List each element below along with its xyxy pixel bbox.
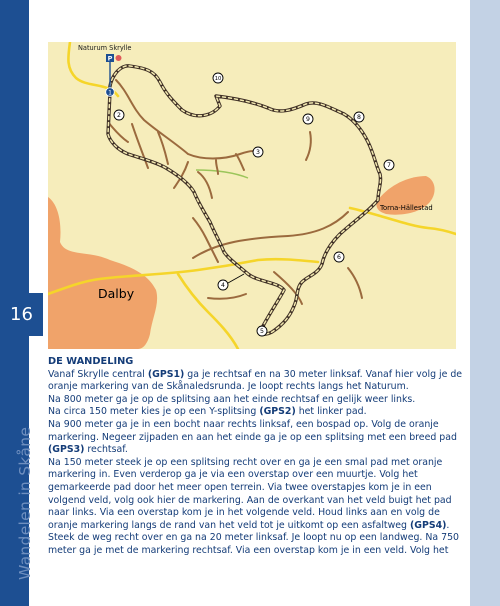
- gps-reference: (GPS3): [48, 444, 85, 456]
- naturum-dot-icon: [116, 55, 122, 61]
- paragraph-text: Na 900 meter ga je in een bocht naar rechts linksaf, een bospad op. Volg de oranje markering. Negeer zijpaden en aan het einde ga je op een splitsing met een breed pad: [48, 418, 457, 443]
- waypoint-3-label: 3: [256, 149, 260, 157]
- page-number: 16: [0, 293, 43, 336]
- gps-reference: (GPS2): [259, 406, 296, 418]
- section-heading: DE WANDELING: [48, 356, 134, 367]
- waypoint-7-label: 7: [387, 162, 391, 170]
- route-description: [48, 356, 464, 558]
- paragraph-text: het linker pad.: [295, 406, 367, 418]
- paragraph: [48, 369, 464, 394]
- paragraph: [48, 394, 464, 407]
- running-title: Wandelen in Skåne: [16, 426, 34, 580]
- paragraph-text: ga je rechtsaf en na 30 meter linksaf. Vanaf hier volg je de oranje markering van de Skånaledsrunda. Je loopt rechts langs het Naturum.: [48, 368, 463, 393]
- paragraph-text: Steek de weg recht over en ga na 20 meter linksaf. Je loopt nu op een landweg. Na 750 meter ga je met de markering rechtsaf. Via een overstap kom je in een veld. Volg het: [48, 532, 460, 556]
- waypoint-9-label: 9: [306, 116, 310, 124]
- waypoint-6-label: 6: [337, 254, 341, 262]
- paragraph-text: Vanaf Skrylle central: [48, 368, 148, 380]
- paragraph: [48, 457, 464, 533]
- torna-hallestad-label: Torna-Hällestad: [380, 204, 433, 212]
- waypoint-10-label: 10: [214, 76, 222, 83]
- paragraph-text: Na 800 meter ga je op de splitsing aan het einde rechtsaf en gelijk weer links.: [48, 393, 416, 405]
- paragraph-text: rechtsaf.: [84, 444, 128, 456]
- dalby-label: Dalby: [98, 286, 135, 301]
- waypoint-2-label: 2: [117, 112, 121, 120]
- paragraph: [48, 419, 464, 457]
- parking-icon-label: P: [107, 54, 113, 63]
- paragraph: [48, 406, 464, 419]
- paragraph: [48, 532, 464, 557]
- waypoint-4-label: 4: [221, 282, 225, 290]
- paragraph-text: Na circa 150 meter kies je op een Y-splitsing: [48, 406, 260, 418]
- waypoint-8-label: 8: [357, 114, 361, 122]
- gps-reference: (GPS1): [147, 368, 185, 380]
- description-paragraphs: [48, 369, 464, 558]
- naturum-label: Naturum Skrylle: [78, 44, 132, 52]
- waypoint-5-label: 5: [260, 328, 264, 336]
- paragraph-text: .: [446, 519, 450, 531]
- paragraph-text: Na 150 meter steek je op een splitsing recht over en ga je een smal pad met oranje markering in. Even verderop ga je via een overstap over een muurtje. Volg het gemarkeerde pad door het meer open terrein. Via twee overstapjes kom je in een volgend veld, volg ook hier de markering. Aan de overkant van het veld buigt het pad naar links. Via een overstap kom je in het volgende veld. Houd links aan en volg de oranje markering langs de rand van het veld tot je uitkomt op een asfaltweg: [48, 456, 452, 531]
- waypoint-1-label: 1: [108, 89, 112, 97]
- gps-reference: (GPS4): [409, 519, 447, 531]
- right-margin-band: [470, 0, 500, 606]
- route-map: [48, 42, 456, 349]
